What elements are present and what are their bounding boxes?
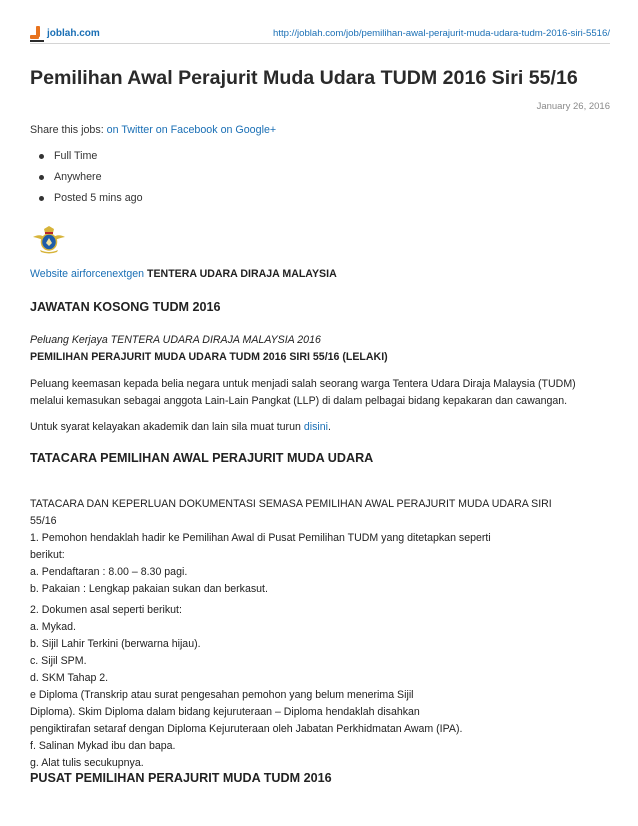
site-name-link[interactable]: joblah.com — [47, 28, 100, 39]
site-header — [30, 26, 610, 42]
dokumen-line: d. SKM Tahap 2. — [30, 672, 109, 684]
dokumen-line: pengiktirafan setaraf dengan Diploma Kejuruteraan oleh Jabatan Perkhidmatan Awam (IPA). — [30, 723, 463, 735]
heading-tatacara: TATACARA PEMILIHAN AWAL PERAJURIT MUDA UDARA — [30, 451, 374, 465]
tatacara-line: berikut: — [30, 549, 65, 561]
page-url-link[interactable]: http://joblah.com/job/pemilihan-awal-perajurit-muda-udara-tudm-2016-siri-5516/ — [272, 28, 610, 39]
dokumen-line: a. Mykad. — [30, 621, 76, 633]
job-posted: Posted 5 mins ago — [30, 188, 143, 209]
dokumen-line: Diploma). Skim Diploma dalam bidang kejuruteraan – Diploma hendaklah disahkan — [30, 706, 420, 718]
dokumen-line: c. Sijil SPM. — [30, 655, 87, 667]
tatacara-line: 1. Pemohon hendaklah hadir ke Pemilihan Awal di Pusat Pemilihan TUDM yang ditetapkan seperti — [30, 532, 491, 544]
intro-paragraph — [30, 376, 615, 410]
job-meta-list — [30, 146, 143, 209]
dokumen-line: b. Sijil Lahir Terkini (berwarna hijau). — [30, 638, 201, 650]
dokumen-line: f. Salinan Mykad ibu dan bapa. — [30, 740, 176, 752]
download-paragraph — [30, 419, 615, 436]
post-date: January 26, 2016 — [536, 101, 610, 112]
company-website-link[interactable]: Website airforcenextgen — [30, 268, 145, 280]
disini-link[interactable]: disini — [303, 421, 328, 433]
tatacara-line: 55/16 — [30, 515, 57, 527]
share-facebook-link[interactable]: on Facebook — [155, 124, 218, 136]
heading-jawatan: JAWATAN KOSONG TUDM 2016 — [30, 300, 221, 314]
dokumen-line: g. Alat tulis secukupnya. — [30, 757, 144, 769]
download-end: . — [327, 421, 331, 433]
dokumen-block — [30, 602, 615, 772]
pemilihan-line: PEMILIHAN PERAJURIT MUDA UDARA TUDM 2016 SIRI 55/16 (LELAKI) — [30, 351, 388, 363]
joblah-logo-icon[interactable] — [30, 26, 44, 42]
intro-line-2: melalui kemasukan sebagai anggota Lain-Lain Pangkat (LLP) di dalam pelbagai bidang kepakaran dan cawangan. — [30, 395, 568, 407]
job-location: Anywhere — [30, 167, 143, 188]
share-label: Share this jobs: — [30, 124, 104, 136]
tatacara-line: a. Pendaftaran : 8.00 – 8.30 pagi. — [30, 566, 188, 578]
dokumen-line: e Diploma (Transkrip atau surat pengesahan pemohon yang belum menerima Sijil — [30, 689, 414, 701]
heading-pusat: PUSAT PEMILIHAN PERAJURIT MUDA TUDM 2016 — [30, 771, 332, 785]
page-title: Pemilihan Awal Perajurit Muda Udara TUDM 2016 Siri 55/16 — [30, 67, 578, 89]
share-bar — [30, 124, 276, 136]
tatacara-block — [30, 496, 615, 598]
tatacara-line: TATACARA DAN KEPERLUAN DOKUMENTASI SEMASA PEMILIHAN AWAL PERAJURIT MUDA UDARA SIRI — [30, 498, 552, 510]
company-name: TENTERA UDARA DIRAJA MALAYSIA — [147, 268, 337, 280]
share-google-link[interactable]: on Google+ — [220, 124, 277, 136]
intro-line-1: Peluang keemasan kepada belia negara untuk menjadi salah seorang warga Tentera Udara Diraja Malaysia (TUDM) — [30, 378, 576, 390]
company-line — [30, 268, 337, 280]
tatacara-line: b. Pakaian : Lengkap pakaian sukan dan berkasut. — [30, 583, 268, 595]
peluang-line: Peluang Kerjaya TENTERA UDARA DIRAJA MALAYSIA 2016 — [30, 334, 321, 346]
dokumen-line: 2. Dokumen asal seperti berikut: — [30, 604, 182, 616]
job-type: Full Time — [30, 146, 143, 167]
share-twitter-link[interactable]: on Twitter — [106, 124, 153, 136]
rmaf-emblem-icon — [32, 225, 66, 255]
download-text: Untuk syarat kelayakan akademik dan lain sila muat turun — [30, 421, 301, 433]
header-divider — [30, 43, 610, 44]
